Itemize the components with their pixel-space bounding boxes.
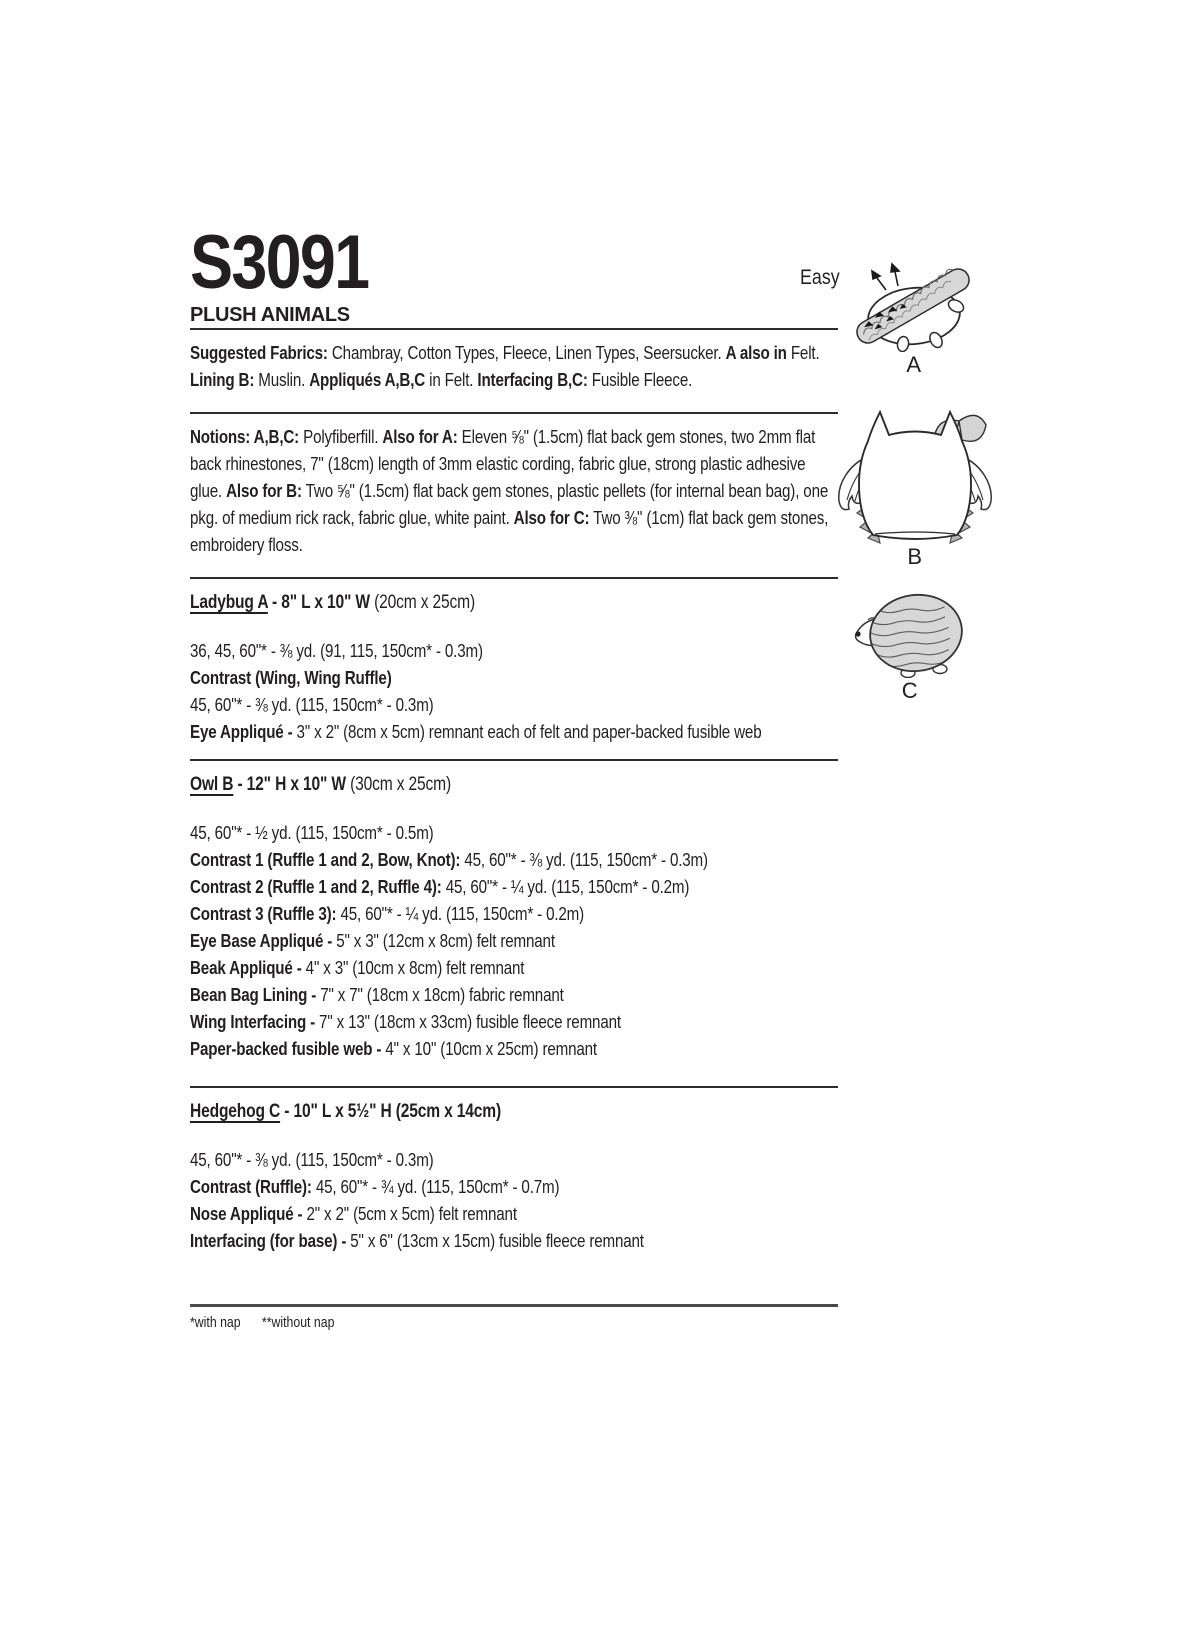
divider-rule xyxy=(190,412,838,414)
text-segment: - 8" L x 10" W xyxy=(267,592,375,613)
view-section-hedgehog-c xyxy=(190,1086,838,1254)
text-segment: Polyfiberfill. xyxy=(299,426,383,447)
view-yardage-ladybug-a xyxy=(190,637,839,745)
difficulty-label: Easy xyxy=(800,266,840,289)
figure-ladybug xyxy=(848,256,980,376)
spec-line xyxy=(190,1200,839,1227)
text-segment: Notions: A,B,C: xyxy=(190,426,300,447)
view-heading-owl-b xyxy=(190,771,839,798)
suggested-fabrics-text xyxy=(190,339,839,393)
text-segment: 45, 60"* - ¼ yd. (115, 150cm* - 0.2m) xyxy=(445,876,690,897)
text-segment: 5" x 3" (12cm x 8cm) felt remnant xyxy=(336,930,555,951)
spec-line xyxy=(190,900,839,927)
view-section-owl-b xyxy=(190,759,838,1062)
text-segment: 45, 60"* - ¼ yd. (115, 150cm* - 0.2m) xyxy=(340,903,585,924)
owl-body xyxy=(859,412,971,539)
view-section-ladybug-a xyxy=(190,577,838,745)
text-segment: 45, 60"* - ½ yd. (115, 150cm* - 0.5m) xyxy=(190,822,434,843)
view-heading-ladybug-a xyxy=(190,589,839,616)
ladybug-illustration xyxy=(848,256,980,352)
category-title: PLUSH ANIMALS xyxy=(190,304,350,326)
view-yardage-owl-b xyxy=(190,819,839,1062)
divider-rule xyxy=(190,759,838,761)
text-segment: Contrast 1 (Ruffle 1 and 2, Bow, Knot): xyxy=(190,849,465,870)
text-segment: Beak Appliqué - xyxy=(190,957,306,978)
spec-line xyxy=(190,954,839,981)
text-segment: Felt. xyxy=(786,342,820,363)
text-segment: Fusible Fleece. xyxy=(587,369,693,390)
pattern-number: S3091 xyxy=(190,220,369,305)
notions-section xyxy=(190,412,838,558)
divider-rule xyxy=(190,328,838,330)
text-segment: Two ⅝" (1.5cm) flat back gem stones, plastic pellets (for internal bean bag), one pkg. of medium rick rack, fabric glue, white paint. xyxy=(190,480,829,528)
text-segment: Contrast (Ruffle): xyxy=(190,1176,316,1197)
text-segment: Also for C: xyxy=(513,507,590,528)
text-segment: - 12" H x 10" W xyxy=(233,774,351,795)
divider-rule xyxy=(190,1304,838,1307)
text-segment: 3" x 2" (8cm x 5cm) remnant each of felt and paper-backed fusible web xyxy=(296,721,762,742)
divider-rule xyxy=(190,1086,838,1088)
hedgehog-ruffle-body xyxy=(865,590,967,677)
owl-illustration xyxy=(835,404,995,544)
text-segment: Contrast 3 (Ruffle 3): xyxy=(190,903,341,924)
suggested-fabrics-section xyxy=(190,328,838,393)
text-segment: Ladybug A xyxy=(190,592,268,613)
spec-line xyxy=(190,846,839,873)
text-segment: Eye Base Appliqué - xyxy=(190,930,337,951)
text-segment: Muslin. xyxy=(254,369,310,390)
text-segment: 45, 60"* - ⅜ yd. (115, 150cm* - 0.3m) xyxy=(190,1149,434,1170)
text-segment: Nose Appliqué - xyxy=(190,1203,307,1224)
text-segment: 45, 60"* - ⅜ yd. (115, 150cm* - 0.3m) xyxy=(190,694,434,715)
view-yardage-hedgehog-c xyxy=(190,1146,839,1254)
text-segment: Wing Interfacing - xyxy=(190,1011,320,1032)
nap-footnotes xyxy=(190,1314,721,1331)
text-segment: 4" x 3" (10cm x 8cm) felt remnant xyxy=(305,957,525,978)
text-segment: Two ⅜" (1cm) flat back gem stones, embroidery floss. xyxy=(190,507,829,555)
spec-line xyxy=(190,873,839,900)
text-segment: Also for B: xyxy=(226,480,302,501)
text-segment: Owl B xyxy=(190,774,234,795)
figure-label-c: C xyxy=(901,678,919,703)
spec-line xyxy=(190,1146,839,1173)
notions-text xyxy=(190,423,839,558)
spec-line xyxy=(190,819,839,846)
text-segment: A also in xyxy=(725,342,787,363)
spec-line xyxy=(190,1035,839,1062)
text-segment: 5" x 6" (13cm x 15cm) fusible fleece remnant xyxy=(350,1230,644,1251)
text-segment: Bean Bag Lining - xyxy=(190,984,321,1005)
hedgehog-illustration xyxy=(850,590,970,678)
text-segment: 2" x 2" (5cm x 5cm) felt remnant xyxy=(306,1203,517,1224)
text-segment: (20cm x 25cm) xyxy=(374,592,476,613)
text-segment: 36, 45, 60"* - ⅜ yd. (91, 115, 150cm* - 0.3m) xyxy=(190,640,483,661)
footnote-without-nap: **without nap xyxy=(261,1314,335,1331)
spec-line xyxy=(190,981,839,1008)
spec-line xyxy=(190,1008,839,1035)
divider-rule xyxy=(190,577,838,579)
spec-line xyxy=(190,637,839,664)
text-segment: in Felt. xyxy=(425,369,478,390)
spec-line xyxy=(190,691,839,718)
figure-owl xyxy=(835,404,995,568)
spec-line xyxy=(190,1227,839,1254)
text-segment: 7" x 13" (18cm x 33cm) fusible fleece remnant xyxy=(319,1011,621,1032)
text-segment: Hedgehog C xyxy=(190,1101,281,1122)
spec-line xyxy=(190,664,839,691)
text-segment: Interfacing B,C: xyxy=(477,369,588,390)
text-segment: Eleven ⅝" (1.5cm) flat back gem stones, two 2mm flat back rhinestones, 7" (18cm) length of 3mm elastic cording, fabric glue, strong plastic adhesive glue. xyxy=(190,426,816,501)
text-segment: 45, 60"* - ¾ yd. (115, 150cm* - 0.7m) xyxy=(315,1176,560,1197)
nap-footnote-section xyxy=(190,1304,838,1331)
figure-label-b: B xyxy=(907,544,923,569)
text-segment: Interfacing (for base) - xyxy=(190,1230,351,1251)
text-segment: Contrast (Wing, Wing Ruffle) xyxy=(190,667,392,688)
footnote-with-nap: *with nap xyxy=(190,1314,241,1331)
text-segment: 7" x 7" (18cm x 18cm) fabric remnant xyxy=(320,984,564,1005)
text-segment: Paper-backed fusible web - xyxy=(190,1038,386,1059)
text-segment: 4" x 10" (10cm x 25cm) remnant xyxy=(385,1038,597,1059)
ladybug-antennae xyxy=(872,264,899,290)
spec-line xyxy=(190,718,839,745)
spec-line xyxy=(190,927,839,954)
text-segment: Chambray, Cotton Types, Fleece, Linen Types, Seersucker. xyxy=(327,342,726,363)
text-segment: Eye Appliqué - xyxy=(190,721,297,742)
text-segment: Appliqués A,B,C xyxy=(309,369,426,390)
text-segment: Suggested Fabrics: xyxy=(190,342,328,363)
text-segment: Contrast 2 (Ruffle 1 and 2, Ruffle 4): xyxy=(190,876,446,897)
figure-hedgehog xyxy=(850,590,970,702)
text-segment: - 10" L x 5½" H (25cm x 14cm) xyxy=(280,1101,501,1122)
text-segment: Lining B: xyxy=(190,369,255,390)
text-segment: Also for A: xyxy=(382,426,458,447)
view-heading-hedgehog-c xyxy=(190,1098,839,1125)
spec-line xyxy=(190,1173,839,1200)
figure-label-a: A xyxy=(906,352,922,377)
text-segment: 45, 60"* - ⅜ yd. (115, 150cm* - 0.3m) xyxy=(464,849,708,870)
text-segment: (30cm x 25cm) xyxy=(350,774,451,795)
